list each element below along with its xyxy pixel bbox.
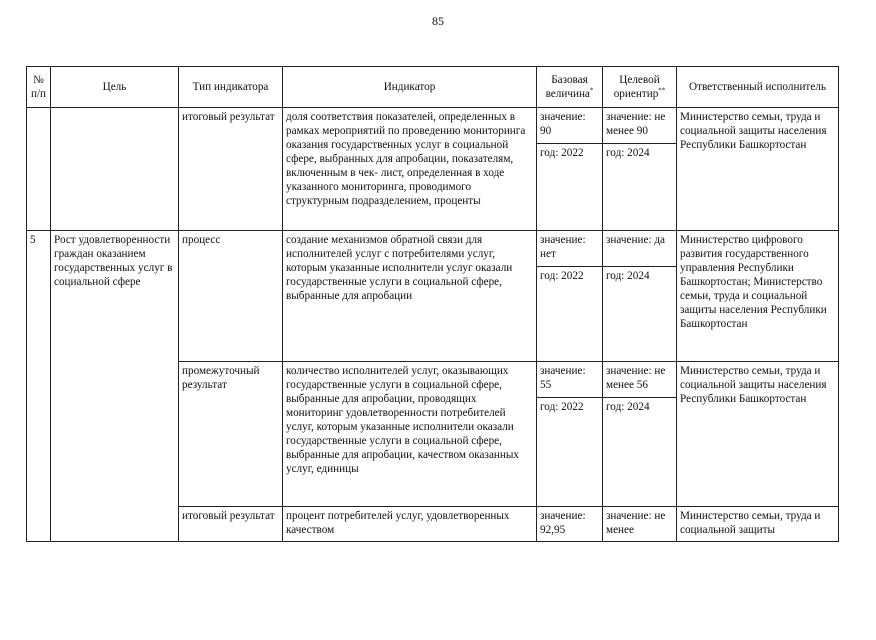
indicators-table bbox=[26, 66, 839, 542]
row-executor: Министерство семьи, труда и социальной защиты населения Республики Башкортостан bbox=[677, 362, 839, 507]
target-value: значение: не менее 56 bbox=[603, 362, 676, 398]
base-year: год: 2022 bbox=[540, 147, 584, 159]
row-base bbox=[537, 108, 603, 231]
base-value: значение: 55 bbox=[537, 362, 602, 398]
target-year: год: 2024 bbox=[606, 270, 650, 282]
table-row bbox=[27, 231, 839, 362]
row-base: значение: 92,95 bbox=[537, 507, 603, 542]
row-base bbox=[537, 231, 603, 362]
target-year: год: 2024 bbox=[606, 401, 650, 413]
target-value: значение: не менее 90 bbox=[603, 108, 676, 144]
header-target-label: Целевой ориентир bbox=[613, 74, 660, 100]
page-number: 85 bbox=[432, 14, 444, 28]
table-row bbox=[27, 108, 839, 231]
row-type: процесс bbox=[179, 231, 283, 362]
row-goal: Рост удовлетворенности граждан оказанием государственных услуг в социальной сфере bbox=[51, 231, 179, 542]
base-year: год: 2022 bbox=[540, 401, 584, 413]
row-target bbox=[603, 362, 677, 507]
header-base-label: Базовая величина bbox=[545, 74, 590, 100]
row-executor: Министерство семьи, труда и социальной защиты bbox=[677, 507, 839, 542]
row-target bbox=[603, 108, 677, 231]
row-indicator: доля соответствия показателей, определенных в рамках мероприятий по проведению мониторинга оказания государственных услуг в социальной сфере, выбранных для апробации, показателям, включенным в чек- лист, определенная в ходе указанного мониторинга, проводимого структурным подразделением, проценты bbox=[283, 108, 537, 231]
row-indicator: количество исполнителей услуг, оказывающих государственные услуги в социальной сфере, выбранные для апробации, проводящих мониторинг удовлетворенности потребителей услуг, которым указанные исполнители оказали государственные услуги в социальной сфере, выбранные для апробации, качеством оказанных услуг, единицы bbox=[283, 362, 537, 507]
table-header-row bbox=[27, 67, 839, 108]
base-value: значение: нет bbox=[537, 231, 602, 267]
row-type: итоговый результат bbox=[179, 507, 283, 542]
target-year: год: 2024 bbox=[606, 147, 650, 159]
base-year: год: 2022 bbox=[540, 270, 584, 282]
row-type: промежуточный результат bbox=[179, 362, 283, 507]
row-executor: Министерство семьи, труда и социальной защиты населения Республики Башкортостан bbox=[677, 108, 839, 231]
row-indicator: процент потребителей услуг, удовлетворенных качеством bbox=[283, 507, 537, 542]
target-value: значение: да bbox=[603, 231, 676, 267]
row-num bbox=[27, 108, 51, 231]
row-base bbox=[537, 362, 603, 507]
header-base-footnote: * bbox=[589, 86, 594, 95]
row-num: 5 bbox=[27, 231, 51, 542]
header-goal: Цель bbox=[51, 67, 179, 108]
header-target bbox=[603, 67, 677, 108]
row-goal bbox=[51, 108, 179, 231]
header-indicator: Индикатор bbox=[283, 67, 537, 108]
row-target bbox=[603, 231, 677, 362]
header-num: № п/п bbox=[27, 67, 51, 108]
header-target-footnote: ** bbox=[658, 86, 666, 95]
row-type: итоговый результат bbox=[179, 108, 283, 231]
header-executor: Ответственный исполнитель bbox=[677, 67, 839, 108]
row-target: значение: не менее bbox=[603, 507, 677, 542]
header-base bbox=[537, 67, 603, 108]
row-indicator: создание механизмов обратной связи для исполнителей услуг с потребителями услуг, которым указанные исполнители услуг оказали государственные услуги в социальной сфере, выбранные для апробации bbox=[283, 231, 537, 362]
header-type: Тип индикатора bbox=[179, 67, 283, 108]
row-executor: Министерство цифрового развития государственного управления Республики Башкортостан; Министерство семьи, труда и социальной защиты населения Республики Башкортостан bbox=[677, 231, 839, 362]
base-value: значение: 90 bbox=[537, 108, 602, 144]
